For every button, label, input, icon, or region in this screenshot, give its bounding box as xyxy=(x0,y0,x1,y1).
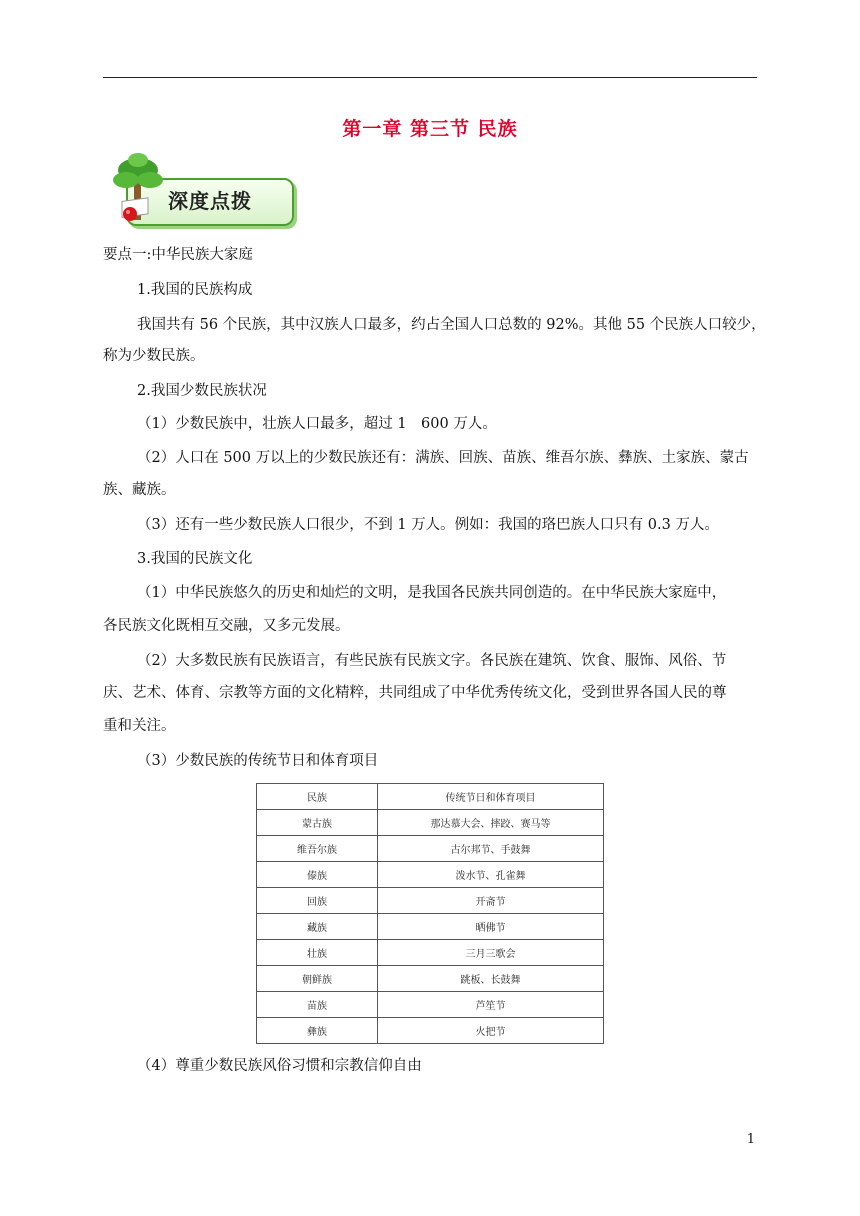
ethnic-group-cell: 蒙古族 xyxy=(257,810,378,836)
list-item-continued: 庆、艺术、体育、宗教等方面的文化精粹，共同组成了中华优秀传统文化，受到世界各国人民的尊 xyxy=(103,685,727,701)
festival-cell: 那达慕大会、摔跤、赛马等 xyxy=(378,810,604,836)
ethnic-group-cell: 回族 xyxy=(257,888,378,914)
festival-cell: 泼水节、孔雀舞 xyxy=(378,862,604,888)
festival-cell: 三月三歌会 xyxy=(378,940,604,966)
page-title: 第一章 第三节 民族 xyxy=(342,118,518,140)
tree-icon xyxy=(104,152,174,228)
list-item: （4）尊重少数民族风俗习惯和宗教信仰自由 xyxy=(137,1058,422,1074)
ethnic-group-cell: 藏族 xyxy=(257,914,378,940)
table-row xyxy=(257,1018,604,1044)
festival-cell: 晒佛节 xyxy=(378,914,604,940)
table-row xyxy=(257,914,604,940)
page-number: 1 xyxy=(746,1132,755,1147)
table-row xyxy=(257,940,604,966)
table-header-row xyxy=(257,784,604,810)
list-item-continued: 重和关注。 xyxy=(103,718,176,734)
ethnic-group-cell: 苗族 xyxy=(257,992,378,1018)
festival-cell: 跳板、长鼓舞 xyxy=(378,966,604,992)
festival-cell: 古尔邦节、手鼓舞 xyxy=(378,836,604,862)
section-badge xyxy=(104,152,294,228)
table-header-cell: 传统节日和体育项目 xyxy=(378,784,604,810)
badge-label: 深度点拨 xyxy=(168,189,252,213)
table-row xyxy=(257,862,604,888)
paragraph-line: 我国共有 56 个民族，其中汉族人口最多，约占全国人口总数的 92%。其他 55 个民族人口较少， xyxy=(137,317,766,333)
list-item: （2）人口在 500 万以上的少数民族还有：满族、回族、苗族、维吾尔族、彝族、土家族、蒙古 xyxy=(137,450,749,466)
list-item-continued: 各民族文化既相互交融，又多元发展。 xyxy=(103,618,350,634)
ethnic-group-cell: 朝鲜族 xyxy=(257,966,378,992)
key-point-heading: 要点一:中华民族大家庭 xyxy=(103,247,253,263)
list-item: （1）中华民族悠久的历史和灿烂的文明，是我国各民族共同创造的。在中华民族大家庭中， xyxy=(137,585,727,601)
list-item: （3）还有一些少数民族人口很少，不到 1 万人。例如：我国的珞巴族人口只有 0.3 万人。 xyxy=(137,517,719,533)
list-item-continued: 族、藏族。 xyxy=(103,482,176,498)
ethnic-group-cell: 维吾尔族 xyxy=(257,836,378,862)
table-row xyxy=(257,836,604,862)
table-header-cell: 民族 xyxy=(257,784,378,810)
list-item: （2）大多数民族有民族语言，有些民族有民族文字。各民族在建筑、饮食、服饰、风俗、节 xyxy=(137,653,727,669)
table-row xyxy=(257,992,604,1018)
header-rule xyxy=(103,77,757,78)
table-row xyxy=(257,966,604,992)
section-heading: 3.我国的民族文化 xyxy=(137,551,253,567)
list-item: （3）少数民族的传统节日和体育项目 xyxy=(137,753,379,769)
list-item: （1）少数民族中，壮族人口最多，超过 1 600 万人。 xyxy=(137,416,497,432)
festival-cell: 开斋节 xyxy=(378,888,604,914)
paragraph-line: 称为少数民族。 xyxy=(103,348,205,364)
festival-cell: 芦笙节 xyxy=(378,992,604,1018)
section-heading: 1.我国的民族构成 xyxy=(137,282,253,298)
section-heading: 2.我国少数民族状况 xyxy=(137,383,267,399)
ethnic-group-cell: 壮族 xyxy=(257,940,378,966)
festival-table xyxy=(256,783,604,1044)
festival-cell: 火把节 xyxy=(378,1018,604,1044)
ethnic-group-cell: 傣族 xyxy=(257,862,378,888)
ethnic-group-cell: 彝族 xyxy=(257,1018,378,1044)
table-row xyxy=(257,888,604,914)
table-row xyxy=(257,810,604,836)
